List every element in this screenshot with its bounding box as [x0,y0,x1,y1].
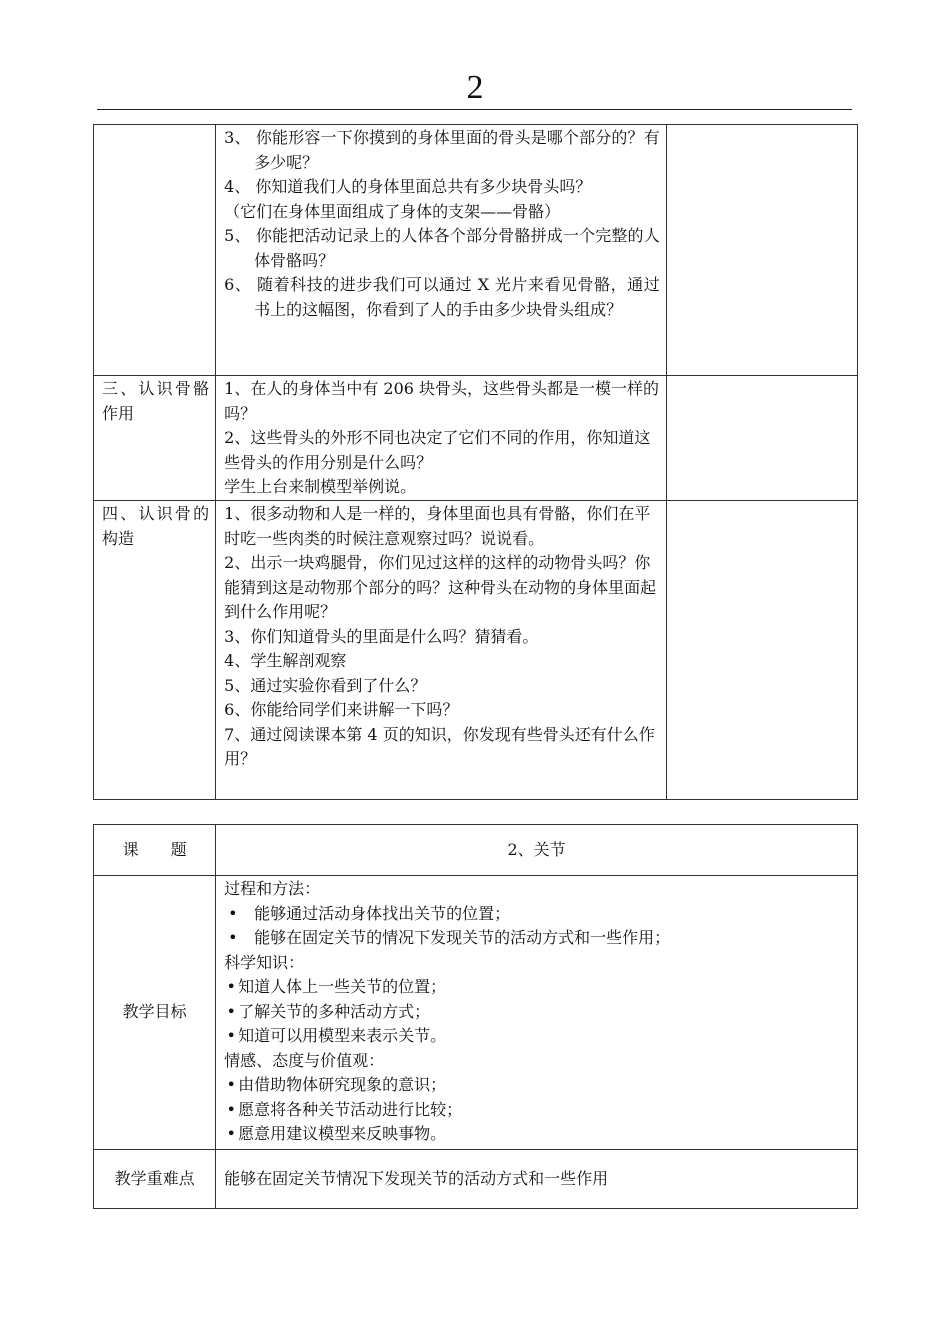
goal-item [224,1073,851,1098]
goal-item [224,902,851,927]
bullet-icon: • [228,928,238,947]
step-item: 2、这些骨头的外形不同也决定了它们不同的作用，你知道这些骨头的作用分别是什么吗？ [224,428,651,472]
lesson-steps-table [93,124,858,800]
step-item: 学生上台来制模型举例说。 [224,477,417,496]
goal-text: 能够通过活动身体找出关节的位置； [254,903,511,923]
bullet-icon: • [226,1026,236,1045]
difficulty-value: 能够在固定关节情况下发现关节的活动方式和一些作用 [216,1150,858,1209]
step-item: 1、在人的身体当中有 206 块骨头，这些骨头都是一模一样的吗？ [224,379,660,423]
bullet-icon: • [226,1001,236,1021]
goal-heading: 情感、态度与价值观： [224,1050,385,1070]
table-row [94,501,858,800]
goal-text: 能够在固定关节的情况下发现关节的活动方式和一些作用； [254,928,671,947]
table-row [94,825,858,876]
goal-text: 愿意将各种关节活动进行比较； [238,1099,463,1119]
table-row [94,1150,858,1209]
step-content [216,501,667,800]
step-item: 3、 你能形容一下你摸到的身体里面的骨头是哪个部分的？有多少呢？ [224,128,660,172]
table-row [94,125,858,376]
table-row [94,876,858,1150]
bullet-icon: • [226,977,236,996]
step-item: 3、你们知道骨头的里面是什么吗？猜猜看。 [224,626,539,646]
step-content [216,125,667,376]
bullet-icon: • [228,903,238,923]
step-item: 6、 随着科技的进步我们可以通过 X 光片来看见骨骼，通过书上的这幅图，你看到了人的手由多少块骨头组成？ [224,275,660,319]
step-label [94,125,216,376]
step-item: 7、通过阅读课本第 4 页的知识，你发现有些骨头还有什么作用？ [224,724,655,768]
topic-value: 2、关节 [216,825,858,876]
step-item: （它们在身体里面组成了身体的支架——骨骼） [224,201,561,221]
goal-text: 知道人体上一些关节的位置； [238,977,447,996]
goal-item [224,926,851,951]
bullet-icon: • [226,1099,236,1119]
goal-item [224,1000,851,1025]
goal-text: 知道可以用模型来表示关节。 [238,1026,447,1045]
header-rule [97,109,852,110]
notes-cell [666,125,857,376]
step-item: 1、很多动物和人是一样的，身体里面也具有骨骼，你们在平时吃一些肉类的时候注意观察过吗？说说看。 [224,504,651,548]
step-label: 三、认识骨骼作用 [94,376,216,501]
goal-item [224,1098,851,1123]
step-item: 6、你能给同学们来讲解一下吗？ [224,700,459,719]
goal-text: 了解关节的多种活动方式； [238,1001,431,1021]
bullet-icon: • [226,1075,236,1094]
notes-cell [666,501,857,800]
step-item: 4、 你知道我们人的身体里面总共有多少块骨头吗？ [224,177,592,196]
page-number: 2 [466,69,484,106]
goals-content [216,876,858,1150]
step-content [216,376,667,501]
difficulty-label: 教学重难点 [94,1150,216,1209]
step-item: 4、学生解剖观察 [224,651,347,670]
goal-heading: 过程和方法： [224,879,321,898]
bullet-icon: • [226,1124,236,1143]
step-item: 5、 你能把活动记录上的人体各个部分骨骼拼成一个完整的人体骨骼吗？ [224,226,660,270]
goal-item [224,1024,851,1049]
lesson-plan-table [93,824,858,1209]
goal-item [224,975,851,1000]
goal-text: 由借助物体研究现象的意识； [238,1075,447,1094]
step-item: 5、通过实验你看到了什么？ [224,675,427,695]
table-row [94,376,858,501]
step-label: 四、认识骨的构造 [94,501,216,800]
step-item: 2、出示一块鸡腿骨，你们见过这样的这样的动物骨头吗？你能猜到这是动物那个部分的吗？这种骨头在动物的身体里面起到什么作用呢？ [224,553,657,621]
notes-cell [666,376,857,501]
goal-heading: 科学知识： [224,952,305,972]
goal-text: 愿意用建议模型来反映事物。 [238,1124,447,1143]
topic-label: 课 题 [94,825,216,876]
goal-item [224,1122,851,1147]
goals-label: 教学目标 [94,876,216,1150]
